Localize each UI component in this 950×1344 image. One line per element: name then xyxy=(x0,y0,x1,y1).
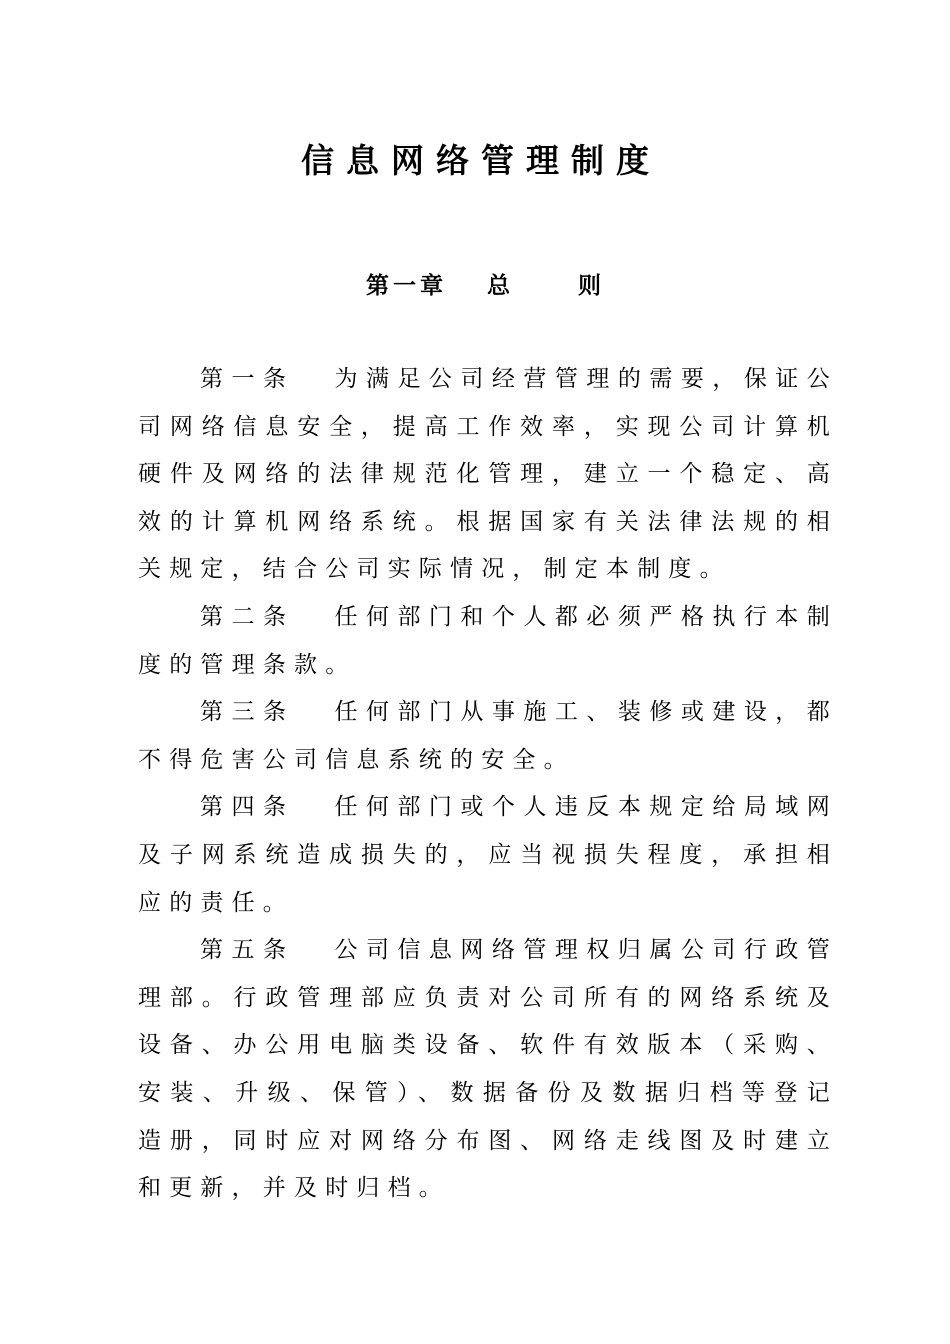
chapter-number: 第一章 xyxy=(366,272,447,299)
article-1 xyxy=(138,356,838,594)
article-number: 第一条 xyxy=(200,366,295,392)
article-3 xyxy=(138,689,838,784)
article-text: 任何部门或个人违反本规定给局域网及子网系统造成损失的，应当视损失程度，承担相应的责任。 xyxy=(138,794,838,916)
article-text: 任何部门从事施工、装修或建设，都不得危害公司信息系统的安全。 xyxy=(138,699,838,773)
article-4 xyxy=(138,784,838,927)
article-5 xyxy=(138,927,838,1213)
chapter-heading xyxy=(0,268,950,304)
article-text: 公司信息网络管理权归属公司行政管理部。行政管理部应负责对公司所有的网络系统及设备、办公用电脑类设备、软件有效版本（采购、安装、升级、保管）、数据备份及数据归档等登记造册，同时应对网络分布图、网络走线图及时建立和更新，并及时归档。 xyxy=(138,937,838,1202)
chapter-body xyxy=(138,356,838,1213)
document-title: 信息网络管理制度 xyxy=(301,141,661,180)
article-number: 第五条 xyxy=(200,937,295,964)
article-number: 第二条 xyxy=(200,603,295,630)
article-number: 第三条 xyxy=(200,699,295,726)
chapter-title-part2: 则 xyxy=(578,272,601,299)
chapter-title-part1: 总 xyxy=(487,272,510,299)
article-text: 任何部门和个人都必须严格执行本制度的管理条款。 xyxy=(138,603,838,678)
article-text: 为满足公司经营管理的需要，保证公司网络信息安全，提高工作效率，实现公司计算机硬件及网络的法律规范化管理，建立一个稳定、高效的计算机网络系统。根据国家有关法律法规的相关规定，结合公司实际情况，制定本制度。 xyxy=(138,366,838,583)
article-2 xyxy=(138,594,838,689)
article-number: 第四条 xyxy=(200,794,295,821)
